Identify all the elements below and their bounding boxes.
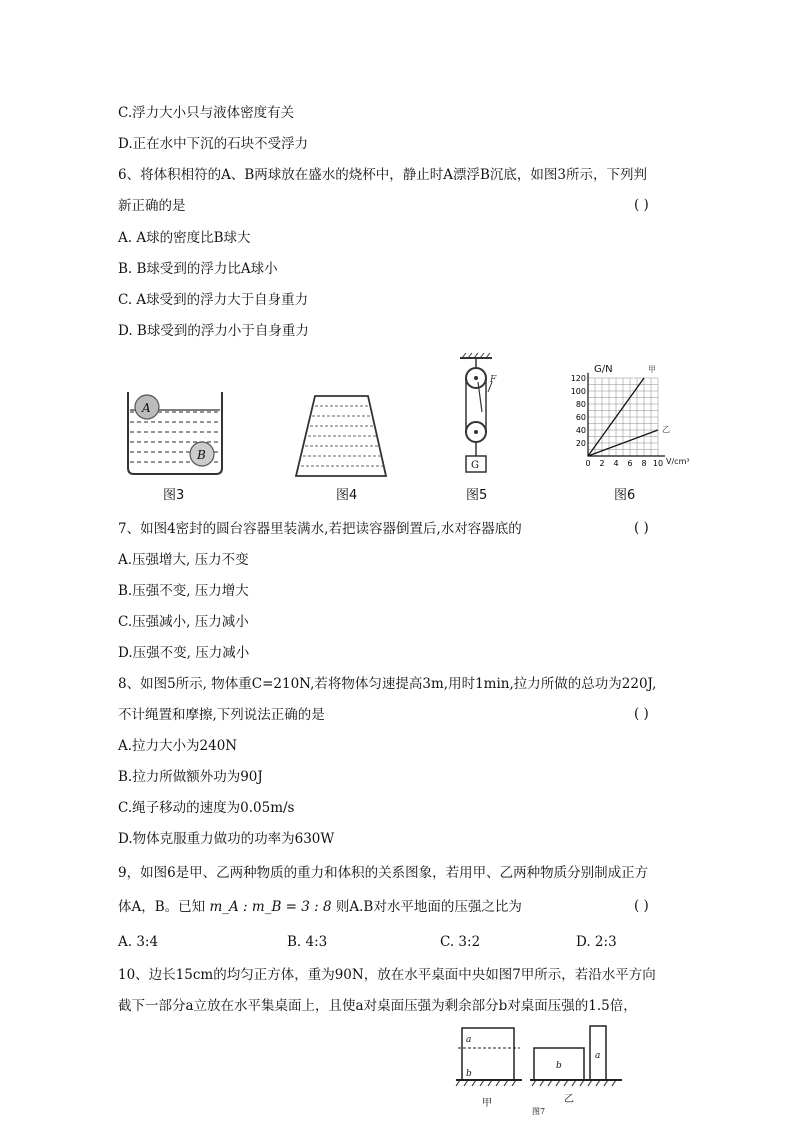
chart-ytick-label: 60 xyxy=(575,413,586,422)
q5-option-d: D.正在水中下沉的石块不受浮力 xyxy=(118,136,309,152)
chart-ytick-label: 40 xyxy=(575,426,586,435)
series-label-jia: 甲 xyxy=(648,365,656,374)
q8-option-d: D.物体克服重力做功的功率为630W xyxy=(118,831,335,847)
q9-stem-line2 xyxy=(118,898,522,916)
q7-stem: 7、如图4密封的圆台容器里装满水,若把读容器倒置后,水对容器底的 xyxy=(118,521,522,537)
q8-stem-line1: 8、如图5所示, 物体重C=210N,若将物体匀速提高3m,用时1min,拉力所做的总功为220J, xyxy=(118,676,657,692)
q9-answer-blank: ( ) xyxy=(634,898,649,914)
q5-option-c: C.浮力大小只与液体密度有关 xyxy=(118,105,295,121)
figure-6-chart xyxy=(562,360,702,484)
block-b-label: b xyxy=(556,1061,562,1071)
chart-axes xyxy=(588,373,665,456)
force-label: F xyxy=(490,375,497,385)
q6-stem-line2: 新正确的是 xyxy=(118,198,186,214)
q10-stem-line2: 截下一部分a立放在水平集桌面上，且使a对桌面压强为剩余部分b对桌面压强的1.5倍， xyxy=(118,998,637,1014)
jia-label: 甲 xyxy=(482,1098,492,1109)
q9-option-d: D. 2:3 xyxy=(576,934,617,950)
q6-option-a: A. A球的密度比B球大 xyxy=(118,230,251,246)
chart-ytick-label: 100 xyxy=(570,387,586,396)
chart-ytick-label: 80 xyxy=(575,400,586,409)
q9-mass-ratio: m_A : m_B = 3 : 8 xyxy=(209,899,332,915)
chart-xtick-label: 4 xyxy=(613,459,619,468)
weight-label: G xyxy=(471,460,479,471)
q7-answer-blank: ( ) xyxy=(634,520,649,536)
q6-answer-blank: ( ) xyxy=(634,197,649,213)
chart-xtick-label: 8 xyxy=(641,459,647,468)
chart-ytick-label: 120 xyxy=(570,374,586,383)
q8-stem-line2: 不计绳置和摩擦,下列说法正确的是 xyxy=(118,707,325,723)
q6-option-c: C. A球受到的浮力大于自身重力 xyxy=(118,292,309,308)
chart-ytick-label: 20 xyxy=(575,439,586,448)
part-a-label: a xyxy=(466,1035,472,1045)
figure-3-caption: 图3 xyxy=(163,488,185,503)
figure-6-caption: 图6 xyxy=(614,488,636,503)
q8-option-c: C.绳子移动的速度为0.05m/s xyxy=(118,800,295,816)
chart-xtick-label: 2 xyxy=(599,459,605,468)
q6-stem-line1: 6、将体积相符的A、B两球放在盛水的烧杯中，静止时A漂浮B沉底，如图3所示，下列判 xyxy=(118,167,648,183)
chart-xtick-label: 10 xyxy=(652,459,664,468)
q8-option-b: B.拉力所做额外功为90J xyxy=(118,769,263,785)
ball-b-label: B xyxy=(197,448,206,462)
chart-xtick-label: 6 xyxy=(627,459,633,468)
figure-7-cubes xyxy=(452,1022,632,1118)
q7-option-a: A.压强增大, 压力不变 xyxy=(118,552,249,568)
block-a-label: a xyxy=(595,1051,601,1061)
q7-option-c: C.压强减小, 压力减小 xyxy=(118,614,249,630)
q9-option-c: C. 3:2 xyxy=(440,934,481,950)
q9-stem-part2: 则A.B对水平地面的压强之比为 xyxy=(335,899,522,915)
chart-ylabel: G/N xyxy=(594,364,613,375)
q7-option-b: B.压强不变, 压力增大 xyxy=(118,583,249,599)
q8-answer-blank: ( ) xyxy=(634,706,649,722)
figure-3-beaker xyxy=(120,382,230,478)
q9-option-a: A. 3:4 xyxy=(118,934,159,950)
q9-stem-line1: 9，如图6是甲、乙两种物质的重力和体积的关系图象，若用甲、乙两种物质分别制成正方 xyxy=(118,865,649,881)
figure-5-pulley xyxy=(452,352,502,478)
figure-5-caption: 图5 xyxy=(466,488,488,503)
q6-option-d: D. B球受到的浮力小于自身重力 xyxy=(118,323,309,339)
part-b-label: b xyxy=(466,1069,472,1079)
q10-stem-line1: 10、边长15cm的均匀正方体，重为90N，放在水平桌面中央如图7甲所示，若沿水平方向 xyxy=(118,967,656,983)
q9-stem-part1: 体A，B。已知 xyxy=(118,899,206,915)
yi-label: 乙 xyxy=(564,1094,574,1105)
q8-option-a: A.拉力大小为240N xyxy=(118,738,238,754)
figure-7-caption: 图7 xyxy=(532,1107,546,1116)
figure-4-caption: 图4 xyxy=(336,488,358,503)
chart-xtick-label: 0 xyxy=(585,459,591,468)
q9-option-b: B. 4:3 xyxy=(287,934,328,950)
q6-option-b: B. B球受到的浮力比A球小 xyxy=(118,261,278,277)
figure-4-frustum-container xyxy=(290,392,390,482)
ball-a-label: A xyxy=(142,401,151,415)
q7-option-d: D.压强不变, 压力减小 xyxy=(118,645,250,661)
series-label-yi: 乙 xyxy=(662,425,670,434)
chart-xlabel: V/cm³ xyxy=(666,457,690,466)
